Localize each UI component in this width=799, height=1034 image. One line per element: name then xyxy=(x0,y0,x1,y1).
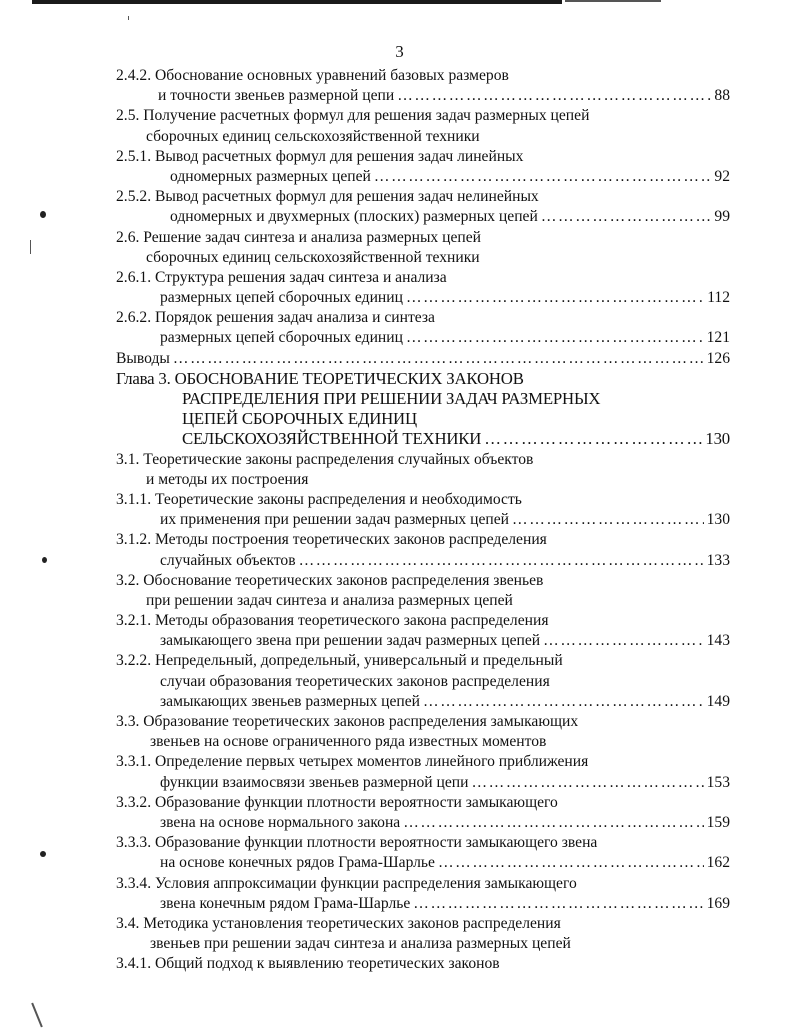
toc-entry-text: размерных цепей сборочных единиц xyxy=(160,329,403,347)
toc-entry-text: функции взаимосвязи звеньев размерной цепи xyxy=(160,773,469,791)
toc-line xyxy=(116,429,730,449)
toc-line xyxy=(116,450,730,470)
dot-leader xyxy=(512,510,704,530)
table-of-contents xyxy=(116,66,730,974)
toc-entry-text: звена конечным рядом Грама-Шарлье xyxy=(160,894,411,912)
toc-page-number: 169 xyxy=(706,894,730,912)
toc-line xyxy=(116,248,730,268)
toc-entry-text: 3.3.4. Условия аппроксимации функции распределения замыкающего xyxy=(116,874,577,892)
toc-entry-text: 2.5.1. Вывод расчетных формул для решения задач линейных xyxy=(116,147,524,165)
toc-entry-text: 2.4.2. Обоснование основных уравнений базовых размеров xyxy=(116,67,509,84)
toc-entry-text: ЦЕПЕЙ СБОРОЧНЫХ ЕДИНИЦ xyxy=(182,409,417,429)
toc-entry-text: одномерных и двухмерных (плоских) размерных цепей xyxy=(170,208,538,226)
toc-page-number: 121 xyxy=(706,329,730,347)
dot-leader xyxy=(403,813,703,833)
toc-entry-text: 3.3. Образование теоретических законов распределения замыкающих xyxy=(116,713,579,730)
toc-line xyxy=(116,66,730,86)
scan-top-border-thin xyxy=(565,0,661,2)
toc-page-number: 133 xyxy=(706,551,730,569)
toc-entry-text: и методы их построения xyxy=(146,470,309,488)
toc-line xyxy=(116,752,730,772)
toc-page-number: 130 xyxy=(706,511,730,529)
toc-entry-text: 2.5.2. Вывод расчетных формул для решения задач нелинейных xyxy=(116,188,539,206)
toc-line xyxy=(116,127,730,147)
toc-line xyxy=(116,853,730,873)
dot-leader xyxy=(413,894,703,914)
toc-line xyxy=(116,86,730,106)
toc-line xyxy=(116,530,730,550)
toc-entry-text: замыкающих звеньев размерных цепей xyxy=(160,692,421,710)
toc-line xyxy=(116,207,730,227)
dot-leader xyxy=(299,551,704,571)
dot-leader xyxy=(173,349,704,369)
toc-entry-text: 3.2. Обоснование теоретических законов распределения звеньев xyxy=(116,571,544,589)
toc-entry-text: при решении задач синтеза и анализа размерных цепей xyxy=(146,591,513,609)
toc-entry-text: сборочных единиц сельскохозяйственной техники xyxy=(146,248,480,266)
toc-line xyxy=(116,954,730,974)
toc-entry-text: звеньев при решении задач синтеза и анализа размерных цепей xyxy=(150,935,571,953)
toc-entry-text: размерных цепей сборочных единиц xyxy=(160,289,403,307)
toc-line xyxy=(116,470,730,490)
dot-leader xyxy=(484,429,702,449)
toc-line xyxy=(116,369,730,389)
toc-line xyxy=(116,308,730,328)
toc-line xyxy=(116,773,730,793)
toc-entry-text: 3.2.2. Непредельный, допредельный, универсальный и предельный xyxy=(116,652,563,670)
toc-page-number: 162 xyxy=(706,854,730,872)
toc-entry-text: замыкающего звена при решении задач размерных цепей xyxy=(160,632,541,650)
scan-top-border xyxy=(32,0,562,4)
toc-page-number: 149 xyxy=(706,692,730,710)
toc-entry-text: случаи образования теоретических законов распределения xyxy=(160,672,550,690)
toc-line xyxy=(116,793,730,813)
toc-line xyxy=(116,813,730,833)
dot-leader xyxy=(406,328,704,348)
toc-entry-text: на основе конечных рядов Грама-Шарлье xyxy=(160,854,435,872)
toc-line xyxy=(116,571,730,591)
toc-line xyxy=(116,591,730,611)
toc-line xyxy=(116,147,730,167)
toc-entry-text: сборочных единиц сельскохозяйственной техники xyxy=(146,127,480,145)
toc-entry-text: 3.4. Методика установления теоретических законов распределения xyxy=(116,914,561,932)
toc-line xyxy=(116,692,730,712)
scan-mark xyxy=(31,1003,43,1028)
toc-line xyxy=(116,328,730,348)
scan-speck xyxy=(40,211,46,218)
toc-entry-text: случайных объектов xyxy=(160,551,296,569)
toc-page-number: 159 xyxy=(706,813,730,831)
toc-line xyxy=(116,833,730,853)
toc-line xyxy=(116,106,730,126)
toc-page-number: 130 xyxy=(705,429,730,449)
toc-page-number: 88 xyxy=(714,87,730,105)
dot-leader xyxy=(541,207,712,227)
toc-line xyxy=(116,934,730,954)
toc-page-number: 126 xyxy=(706,349,730,367)
toc-entry-text: звена на основе нормального закона xyxy=(160,813,401,831)
toc-line xyxy=(116,187,730,207)
toc-entry-text: и точности звеньев размерной цепи xyxy=(158,87,395,105)
toc-line xyxy=(116,672,730,692)
toc-line xyxy=(116,389,730,409)
toc-entry-text: звеньев на основе ограниченного ряда известных моментов xyxy=(150,733,547,751)
toc-entry-text: СЕЛЬСКОХОЗЯЙСТВЕННОЙ ТЕХНИКИ xyxy=(182,429,482,449)
toc-line xyxy=(116,712,730,732)
toc-line xyxy=(116,611,730,631)
toc-entry-text: 3.3.3. Образование функции плотности вероятности замыкающего звена xyxy=(116,834,598,852)
toc-entry-text: 3.1.1. Теоретические законы распределения и необходимость xyxy=(116,490,522,508)
toc-page-number: 112 xyxy=(707,289,730,307)
toc-entry-text: 3.3.2. Образование функции плотности вероятности замыкающего xyxy=(116,793,558,811)
toc-line xyxy=(116,914,730,934)
toc-page-number: 153 xyxy=(706,773,730,791)
toc-line xyxy=(116,651,730,671)
toc-line xyxy=(116,874,730,894)
scan-mark xyxy=(128,16,129,20)
toc-entry-text: одномерных размерных цепей xyxy=(170,167,371,185)
toc-line xyxy=(116,510,730,530)
toc-line xyxy=(116,894,730,914)
toc-entry-text: 3.1. Теоретические законы распределения случайных объектов xyxy=(116,450,534,468)
dot-leader xyxy=(406,288,704,308)
toc-line xyxy=(116,349,730,369)
toc-entry-text: 3.4.1. Общий подход к выявлению теоретических законов xyxy=(116,955,500,973)
scan-speck xyxy=(40,851,46,857)
toc-line xyxy=(116,490,730,510)
toc-entry-text: Выводы xyxy=(116,349,170,367)
toc-line xyxy=(116,631,730,651)
toc-line xyxy=(116,228,730,248)
toc-entry-text: 3.1.2. Методы построения теоретических законов распределения xyxy=(116,531,547,549)
toc-entry-text: РАСПРЕДЕЛЕНИЯ ПРИ РЕШЕНИИ ЗАДАЧ РАЗМЕРНЫХ xyxy=(182,389,601,408)
page-number: 3 xyxy=(395,42,404,61)
toc-entry-text: Глава 3. ОБОСНОВАНИЕ ТЕОРЕТИЧЕСКИХ ЗАКОНОВ xyxy=(116,368,524,388)
dot-leader xyxy=(397,86,711,106)
toc-line xyxy=(116,409,730,429)
toc-entry-text: 3.3.1. Определение первых четырех моментов линейного приближения xyxy=(116,753,589,771)
dot-leader xyxy=(423,692,704,712)
toc-page-number: 99 xyxy=(714,208,730,226)
toc-entry-text: 3.2.1. Методы образования теоретического закона распределения xyxy=(116,612,549,630)
toc-line xyxy=(116,288,730,308)
dot-leader xyxy=(374,167,712,187)
toc-line xyxy=(116,268,730,288)
toc-entry-text: их применения при решении задач размерных цепей xyxy=(160,511,510,529)
toc-line xyxy=(116,167,730,187)
toc-entry-text: 2.6.2. Порядок решения задач анализа и синтеза xyxy=(116,309,435,327)
toc-entry-text: 2.6. Решение задач синтеза и анализа размерных цепей xyxy=(116,228,481,246)
toc-line xyxy=(116,732,730,752)
scan-speck xyxy=(42,557,47,563)
toc-entry-text: 2.5. Получение расчетных формул для решения задач размерных цепей xyxy=(116,107,590,125)
dot-leader xyxy=(471,773,703,793)
dot-leader xyxy=(543,631,703,651)
toc-page-number: 143 xyxy=(706,632,730,650)
toc-entry-text: 2.6.1. Структура решения задач синтеза и анализа xyxy=(116,268,447,286)
toc-line xyxy=(116,551,730,571)
dot-leader xyxy=(438,853,704,873)
toc-page-number: 92 xyxy=(714,167,730,185)
scan-mark xyxy=(30,240,31,254)
